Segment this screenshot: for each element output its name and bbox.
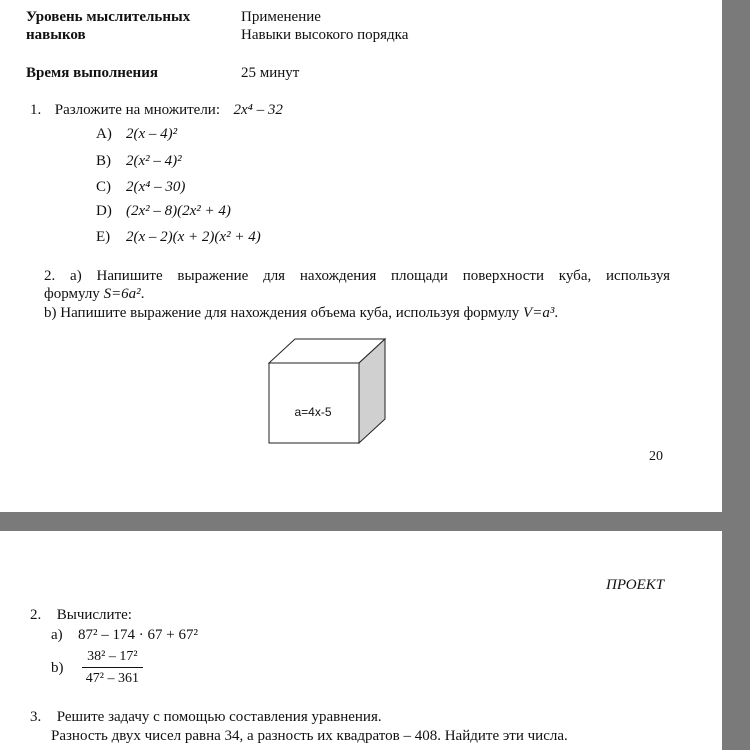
option-letter: B) (96, 153, 111, 169)
calc-b-letter: b) (51, 659, 64, 676)
viewer-background (722, 531, 750, 750)
task2-part-b-text: b) Напишите выражение для нахождения объема куба, используя формулу (44, 305, 524, 321)
time-value: 25 минут (241, 65, 300, 81)
calc-b-denominator: 47² – 361 (85, 671, 139, 686)
task2-volume-formula: V=a³ (523, 305, 555, 321)
calc-title: Вычислите: (56, 607, 132, 623)
task3-title: Решите задачу с помощью составления уравнения. (56, 709, 382, 725)
task3-line1 (30, 709, 382, 726)
task2-part-a-line1: 2. a) Напишите выражение для нахождения площади поверхности куба, используя (44, 268, 670, 284)
calc-number: 2. (30, 607, 42, 623)
option-letter: E) (96, 229, 111, 245)
skills-value-line2: Навыки высокого порядка (241, 27, 409, 43)
task3-line2: Разность двух чисел равна 34, а разность их квадратов – 408. Найдите эти числа. (51, 728, 568, 744)
option-text: (2x² – 8)(2x² + 4) (126, 203, 231, 219)
task2-formula-label: формулу (44, 286, 104, 302)
calc-a-letter: a) (51, 627, 63, 643)
calc-heading (30, 607, 132, 624)
task1-option (96, 203, 231, 220)
option-letter: C) (96, 179, 111, 195)
task3-number: 3. (30, 709, 42, 725)
draft-stamp: ПРОЕКТ (606, 577, 665, 593)
task2-part-b: b) Напишите выражение для нахождения объема куба, используя формулу V=a³. (44, 305, 559, 321)
task1-option (96, 153, 182, 170)
task1-prompt: Разложите на множители: (54, 102, 221, 118)
task1-expression: 2x⁴ – 32 (233, 102, 283, 118)
option-text: 2(x⁴ – 30) (126, 179, 186, 195)
task1-option (96, 126, 177, 143)
task2-area-formula: S=6a² (103, 286, 141, 302)
calc-a (51, 627, 198, 644)
task1-number: 1. (30, 102, 42, 118)
cube-front-face (269, 363, 359, 443)
task2-part-a-line2: формулу S=6a². (44, 286, 145, 302)
page-number: 20 (649, 449, 663, 464)
task1-option (96, 179, 185, 196)
cube-side-label: a=4x-5 (294, 405, 332, 419)
task1-heading (30, 102, 283, 119)
skills-value-line1: Применение (241, 9, 321, 25)
page-gap (0, 512, 750, 531)
worksheet-page-2 (0, 531, 722, 750)
task1-option (96, 229, 261, 246)
calc-b-fraction (82, 649, 143, 687)
viewer-background (722, 0, 750, 512)
option-letter: A) (96, 126, 112, 142)
option-text: 2(x – 2)(x + 2)(x² + 4) (126, 229, 261, 245)
cube-figure (265, 335, 390, 447)
calc-b (51, 649, 143, 687)
skills-label-line1: Уровень мыслительных (26, 9, 191, 25)
option-text: 2(x – 4)² (126, 126, 178, 142)
calc-b-numerator: 38² – 17² (82, 649, 143, 668)
time-label: Время выполнения (26, 65, 158, 81)
option-text: 2(x² – 4)² (126, 153, 182, 169)
calc-a-expression: 87² – 174 · 67 + 67² (78, 627, 198, 643)
skills-label-line2: навыков (26, 27, 86, 43)
option-letter: D) (96, 203, 112, 219)
